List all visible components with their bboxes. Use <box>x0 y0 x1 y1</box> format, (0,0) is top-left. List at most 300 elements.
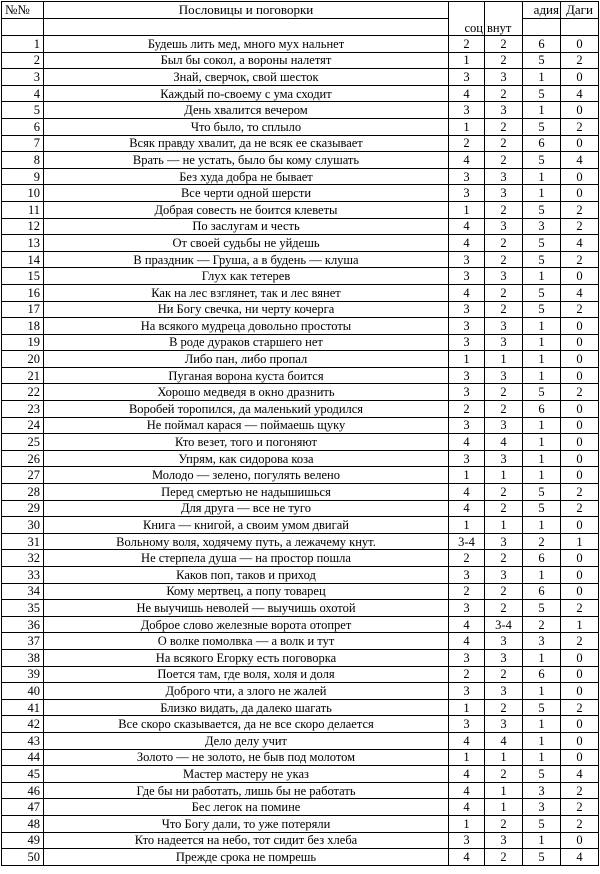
value-vnut: 3 <box>485 69 523 86</box>
proverb-text: Не стерпела душа — на простор пошла <box>44 550 449 567</box>
table-row <box>2 683 599 700</box>
value-soc: 3 <box>449 649 485 666</box>
value-soc: 1 <box>449 517 485 534</box>
proverb-text: Перед смертью не надышишься <box>44 484 449 501</box>
row-number: 10 <box>2 185 44 202</box>
value-dagi: 0 <box>561 102 599 119</box>
table-row <box>2 815 599 832</box>
row-number: 26 <box>2 450 44 467</box>
row-number: 12 <box>2 218 44 235</box>
table-body <box>2 36 599 866</box>
value-dagi: 0 <box>561 467 599 484</box>
row-number: 5 <box>2 102 44 119</box>
table-row <box>2 782 599 799</box>
value-vnut: 2 <box>485 484 523 501</box>
value-adiya: 1 <box>523 749 561 766</box>
value-soc: 2 <box>449 401 485 418</box>
value-vnut: 2 <box>485 401 523 418</box>
proverb-text: Где бы ни работать, лишь бы не работать <box>44 782 449 799</box>
row-number: 33 <box>2 567 44 584</box>
value-soc: 3 <box>449 567 485 584</box>
value-adiya: 1 <box>523 334 561 351</box>
row-number: 15 <box>2 268 44 285</box>
table-row <box>2 732 599 749</box>
row-number: 18 <box>2 318 44 335</box>
value-soc: 3 <box>449 334 485 351</box>
proverb-text: Золото — не золото, не быв под молотом <box>44 749 449 766</box>
table-row <box>2 500 599 517</box>
proverb-text: Прежде срока не помрешь <box>44 849 449 866</box>
proverb-text: Не поймал карася — поймаешь щуку <box>44 417 449 434</box>
value-vnut: 2 <box>485 152 523 169</box>
value-dagi: 0 <box>561 69 599 86</box>
value-vnut: 2 <box>485 815 523 832</box>
value-adiya: 1 <box>523 467 561 484</box>
value-dagi: 0 <box>561 367 599 384</box>
subheader-d-blank <box>561 19 599 36</box>
proverb-text: Как на лес взглянет, так и лес вянет <box>44 284 449 301</box>
value-vnut: 1 <box>485 351 523 368</box>
table-row <box>2 434 599 451</box>
value-dagi: 2 <box>561 500 599 517</box>
table-row <box>2 318 599 335</box>
value-soc: 1 <box>449 201 485 218</box>
value-vnut: 2 <box>485 699 523 716</box>
value-adiya: 1 <box>523 716 561 733</box>
value-soc: 4 <box>449 284 485 301</box>
row-number: 44 <box>2 749 44 766</box>
value-dagi: 4 <box>561 849 599 866</box>
row-number: 9 <box>2 168 44 185</box>
value-vnut: 3 <box>485 334 523 351</box>
value-adiya: 1 <box>523 102 561 119</box>
proverb-text: Пуганая ворона куста боится <box>44 367 449 384</box>
table-row <box>2 102 599 119</box>
value-dagi: 2 <box>561 201 599 218</box>
table-row <box>2 666 599 683</box>
subheader-title-blank <box>44 19 449 36</box>
table-row <box>2 600 599 617</box>
value-adiya: 5 <box>523 235 561 252</box>
row-number: 42 <box>2 716 44 733</box>
row-number: 43 <box>2 732 44 749</box>
value-adiya: 5 <box>523 85 561 102</box>
value-vnut: 2 <box>485 251 523 268</box>
value-vnut: 4 <box>485 434 523 451</box>
table-row <box>2 766 599 783</box>
value-vnut: 4 <box>485 732 523 749</box>
row-number: 47 <box>2 799 44 816</box>
value-adiya: 6 <box>523 666 561 683</box>
value-soc: 3 <box>449 185 485 202</box>
value-vnut: 3 <box>485 218 523 235</box>
value-vnut: 1 <box>485 782 523 799</box>
proverb-text: Знай, сверчок, свой шесток <box>44 69 449 86</box>
value-dagi: 1 <box>561 616 599 633</box>
table-row <box>2 85 599 102</box>
table-row <box>2 832 599 849</box>
proverbs-table <box>1 1 599 866</box>
value-vnut: 3 <box>485 318 523 335</box>
value-soc: 3 <box>449 384 485 401</box>
table-row <box>2 218 599 235</box>
value-soc: 4 <box>449 766 485 783</box>
value-soc: 1 <box>449 749 485 766</box>
value-adiya: 1 <box>523 69 561 86</box>
header-num: №№ <box>2 2 44 19</box>
value-adiya: 1 <box>523 268 561 285</box>
value-adiya: 1 <box>523 434 561 451</box>
table-row <box>2 268 599 285</box>
table-row <box>2 550 599 567</box>
header-col-d: Даги <box>561 2 599 19</box>
value-adiya: 6 <box>523 583 561 600</box>
value-soc: 1 <box>449 699 485 716</box>
value-vnut: 2 <box>485 500 523 517</box>
value-vnut: 1 <box>485 799 523 816</box>
value-vnut: 2 <box>485 301 523 318</box>
row-number: 38 <box>2 649 44 666</box>
value-dagi: 4 <box>561 235 599 252</box>
value-adiya: 1 <box>523 649 561 666</box>
value-vnut: 1 <box>485 517 523 534</box>
value-dagi: 0 <box>561 434 599 451</box>
value-vnut: 2 <box>485 600 523 617</box>
value-dagi: 0 <box>561 550 599 567</box>
row-number: 23 <box>2 401 44 418</box>
proverb-text: Бес легок на помине <box>44 799 449 816</box>
row-number: 6 <box>2 118 44 135</box>
header-col-b-top <box>485 2 523 19</box>
row-number: 49 <box>2 832 44 849</box>
table-row <box>2 185 599 202</box>
value-soc: 2 <box>449 550 485 567</box>
table-row <box>2 417 599 434</box>
value-soc: 3 <box>449 268 485 285</box>
value-dagi: 2 <box>561 699 599 716</box>
row-number: 22 <box>2 384 44 401</box>
proverb-text: Что Богу дали, то уже потеряли <box>44 815 449 832</box>
value-dagi: 0 <box>561 351 599 368</box>
value-adiya: 5 <box>523 384 561 401</box>
proverb-text: Каков поп, таков и приход <box>44 567 449 584</box>
value-dagi: 2 <box>561 600 599 617</box>
value-adiya: 2 <box>523 616 561 633</box>
value-adiya: 3 <box>523 633 561 650</box>
value-vnut: 3-4 <box>485 616 523 633</box>
proverb-text: Доброе слово железные ворота отопрет <box>44 616 449 633</box>
table-row <box>2 301 599 318</box>
value-soc: 4 <box>449 484 485 501</box>
value-vnut: 2 <box>485 201 523 218</box>
row-number: 32 <box>2 550 44 567</box>
table-row <box>2 152 599 169</box>
value-dagi: 2 <box>561 218 599 235</box>
header-title: Пословицы и поговорки <box>44 2 449 19</box>
value-soc: 3 <box>449 417 485 434</box>
value-adiya: 1 <box>523 732 561 749</box>
value-soc: 3 <box>449 318 485 335</box>
value-vnut: 2 <box>485 36 523 53</box>
value-dagi: 2 <box>561 633 599 650</box>
proverb-text: В роде дураков старшего нет <box>44 334 449 351</box>
proverb-text: Доброго чти, а злого не жалей <box>44 683 449 700</box>
row-number: 17 <box>2 301 44 318</box>
value-vnut: 2 <box>485 235 523 252</box>
table-row <box>2 633 599 650</box>
value-vnut: 2 <box>485 550 523 567</box>
value-dagi: 0 <box>561 666 599 683</box>
proverb-text: Вольному воля, ходячему путь, а лежачему кнут. <box>44 533 449 550</box>
value-soc: 2 <box>449 36 485 53</box>
value-soc: 4 <box>449 633 485 650</box>
value-adiya: 5 <box>523 699 561 716</box>
proverb-text: Каждый по-своему с ума сходит <box>44 85 449 102</box>
table-row <box>2 749 599 766</box>
value-dagi: 0 <box>561 716 599 733</box>
value-adiya: 1 <box>523 185 561 202</box>
value-soc: 3 <box>449 367 485 384</box>
proverb-text: Всяк правду хвалит, да не всяк ее сказывает <box>44 135 449 152</box>
value-soc: 3 <box>449 450 485 467</box>
value-dagi: 2 <box>561 384 599 401</box>
table-row <box>2 251 599 268</box>
value-vnut: 2 <box>485 85 523 102</box>
value-dagi: 0 <box>561 649 599 666</box>
value-vnut: 3 <box>485 102 523 119</box>
table-row <box>2 484 599 501</box>
proverb-text: Дело делу учит <box>44 732 449 749</box>
value-adiya: 1 <box>523 318 561 335</box>
value-vnut: 3 <box>485 367 523 384</box>
table-row <box>2 849 599 866</box>
value-dagi: 0 <box>561 567 599 584</box>
row-number: 35 <box>2 600 44 617</box>
value-adiya: 5 <box>523 500 561 517</box>
row-number: 3 <box>2 69 44 86</box>
value-adiya: 3 <box>523 782 561 799</box>
proverb-text: Поется там, где воля, холя и доля <box>44 666 449 683</box>
value-soc: 4 <box>449 732 485 749</box>
value-soc: 3-4 <box>449 533 485 550</box>
value-soc: 3 <box>449 251 485 268</box>
value-soc: 2 <box>449 135 485 152</box>
value-dagi: 4 <box>561 766 599 783</box>
value-dagi: 0 <box>561 185 599 202</box>
value-dagi: 4 <box>561 152 599 169</box>
value-dagi: 0 <box>561 268 599 285</box>
value-adiya: 1 <box>523 517 561 534</box>
table-row <box>2 716 599 733</box>
value-soc: 3 <box>449 600 485 617</box>
value-vnut: 3 <box>485 417 523 434</box>
value-dagi: 0 <box>561 36 599 53</box>
proverb-text: Добрая совесть не боится клеветы <box>44 201 449 218</box>
value-soc: 3 <box>449 832 485 849</box>
proverb-text: О волке помолвка — а волк и тут <box>44 633 449 650</box>
table-row <box>2 450 599 467</box>
value-vnut: 3 <box>485 683 523 700</box>
value-adiya: 5 <box>523 484 561 501</box>
table-row <box>2 467 599 484</box>
table-row <box>2 284 599 301</box>
table-row <box>2 384 599 401</box>
row-number: 28 <box>2 484 44 501</box>
value-dagi: 2 <box>561 799 599 816</box>
value-soc: 3 <box>449 683 485 700</box>
proverb-text: На всякого Егорку есть поговорка <box>44 649 449 666</box>
proverb-text: Молодо — зелено, погулять велено <box>44 467 449 484</box>
value-soc: 4 <box>449 218 485 235</box>
value-dagi: 2 <box>561 301 599 318</box>
value-vnut: 2 <box>485 384 523 401</box>
row-number: 39 <box>2 666 44 683</box>
value-adiya: 6 <box>523 36 561 53</box>
value-adiya: 5 <box>523 201 561 218</box>
value-dagi: 2 <box>561 52 599 69</box>
value-dagi: 0 <box>561 583 599 600</box>
proverb-text: Кому мертвец, а попу товарец <box>44 583 449 600</box>
row-number: 16 <box>2 284 44 301</box>
table-row <box>2 583 599 600</box>
row-number: 29 <box>2 500 44 517</box>
row-number: 40 <box>2 683 44 700</box>
row-number: 37 <box>2 633 44 650</box>
header-col-c: адия <box>523 2 561 19</box>
value-soc: 1 <box>449 118 485 135</box>
value-vnut: 2 <box>485 118 523 135</box>
header-col-a-top <box>449 2 485 19</box>
value-soc: 4 <box>449 85 485 102</box>
value-dagi: 2 <box>561 251 599 268</box>
row-number: 21 <box>2 367 44 384</box>
table-row <box>2 567 599 584</box>
proverb-text: Что было, то сплыло <box>44 118 449 135</box>
table-row <box>2 367 599 384</box>
row-number: 2 <box>2 52 44 69</box>
row-number: 13 <box>2 235 44 252</box>
row-number: 7 <box>2 135 44 152</box>
subheader-c-blank <box>523 19 561 36</box>
value-adiya: 1 <box>523 832 561 849</box>
value-dagi: 0 <box>561 334 599 351</box>
table-row <box>2 52 599 69</box>
table-row <box>2 517 599 534</box>
row-number: 50 <box>2 849 44 866</box>
value-adiya: 5 <box>523 849 561 866</box>
row-number: 25 <box>2 434 44 451</box>
value-soc: 4 <box>449 849 485 866</box>
value-adiya: 5 <box>523 52 561 69</box>
value-dagi: 4 <box>561 284 599 301</box>
value-vnut: 3 <box>485 716 523 733</box>
value-soc: 4 <box>449 152 485 169</box>
value-soc: 4 <box>449 434 485 451</box>
row-number: 36 <box>2 616 44 633</box>
value-soc: 3 <box>449 301 485 318</box>
value-vnut: 3 <box>485 567 523 584</box>
row-number: 41 <box>2 699 44 716</box>
value-adiya: 5 <box>523 118 561 135</box>
value-soc: 4 <box>449 782 485 799</box>
value-soc: 3 <box>449 168 485 185</box>
proverb-text: Был бы сокол, а вороны налетят <box>44 52 449 69</box>
value-dagi: 0 <box>561 401 599 418</box>
proverb-text: Врать — не устать, было бы кому слушать <box>44 152 449 169</box>
proverb-text: Мастер мастеру не указ <box>44 766 449 783</box>
table-row <box>2 36 599 53</box>
header-col-a: соц <box>449 19 485 36</box>
proverb-text: Книга — книгой, а своим умом двигай <box>44 517 449 534</box>
value-soc: 4 <box>449 616 485 633</box>
proverb-text: Хорошо медведя в окно дразнить <box>44 384 449 401</box>
proverb-text: Либо пан, либо пропал <box>44 351 449 368</box>
table-row <box>2 235 599 252</box>
value-vnut: 2 <box>485 135 523 152</box>
value-vnut: 3 <box>485 533 523 550</box>
value-dagi: 0 <box>561 683 599 700</box>
subheader-num-blank <box>2 19 44 36</box>
value-adiya: 1 <box>523 417 561 434</box>
proverb-text: Ни Богу свечка, ни черту кочерга <box>44 301 449 318</box>
value-vnut: 2 <box>485 284 523 301</box>
proverb-text: В праздник — Груша, а в будень — клуша <box>44 251 449 268</box>
proverb-text: Для друга — все не туго <box>44 500 449 517</box>
value-vnut: 3 <box>485 649 523 666</box>
row-number: 30 <box>2 517 44 534</box>
table-row <box>2 69 599 86</box>
table-row <box>2 699 599 716</box>
row-number: 45 <box>2 766 44 783</box>
value-vnut: 3 <box>485 168 523 185</box>
value-adiya: 1 <box>523 567 561 584</box>
row-number: 31 <box>2 533 44 550</box>
value-adiya: 1 <box>523 683 561 700</box>
table-row <box>2 649 599 666</box>
value-dagi: 0 <box>561 832 599 849</box>
table-row <box>2 351 599 368</box>
value-adiya: 1 <box>523 367 561 384</box>
value-vnut: 2 <box>485 583 523 600</box>
header-row <box>2 2 599 19</box>
value-adiya: 6 <box>523 135 561 152</box>
value-soc: 1 <box>449 351 485 368</box>
value-vnut: 2 <box>485 52 523 69</box>
row-number: 27 <box>2 467 44 484</box>
row-number: 20 <box>2 351 44 368</box>
row-number: 1 <box>2 36 44 53</box>
value-adiya: 2 <box>523 533 561 550</box>
value-adiya: 5 <box>523 284 561 301</box>
value-dagi: 2 <box>561 118 599 135</box>
proverb-text: Без худа добра не бывает <box>44 168 449 185</box>
proverb-text: Не выучишь неволей — выучишь охотой <box>44 600 449 617</box>
value-vnut: 3 <box>485 185 523 202</box>
value-soc: 1 <box>449 52 485 69</box>
value-vnut: 2 <box>485 849 523 866</box>
proverb-text: На всякого мудреца довольно простоты <box>44 318 449 335</box>
value-soc: 2 <box>449 666 485 683</box>
value-dagi: 4 <box>561 85 599 102</box>
table-row <box>2 616 599 633</box>
table-row <box>2 118 599 135</box>
value-soc: 3 <box>449 716 485 733</box>
value-adiya: 1 <box>523 351 561 368</box>
row-number: 8 <box>2 152 44 169</box>
proverb-text: Все черти одной шерсти <box>44 185 449 202</box>
value-soc: 4 <box>449 799 485 816</box>
value-adiya: 5 <box>523 600 561 617</box>
